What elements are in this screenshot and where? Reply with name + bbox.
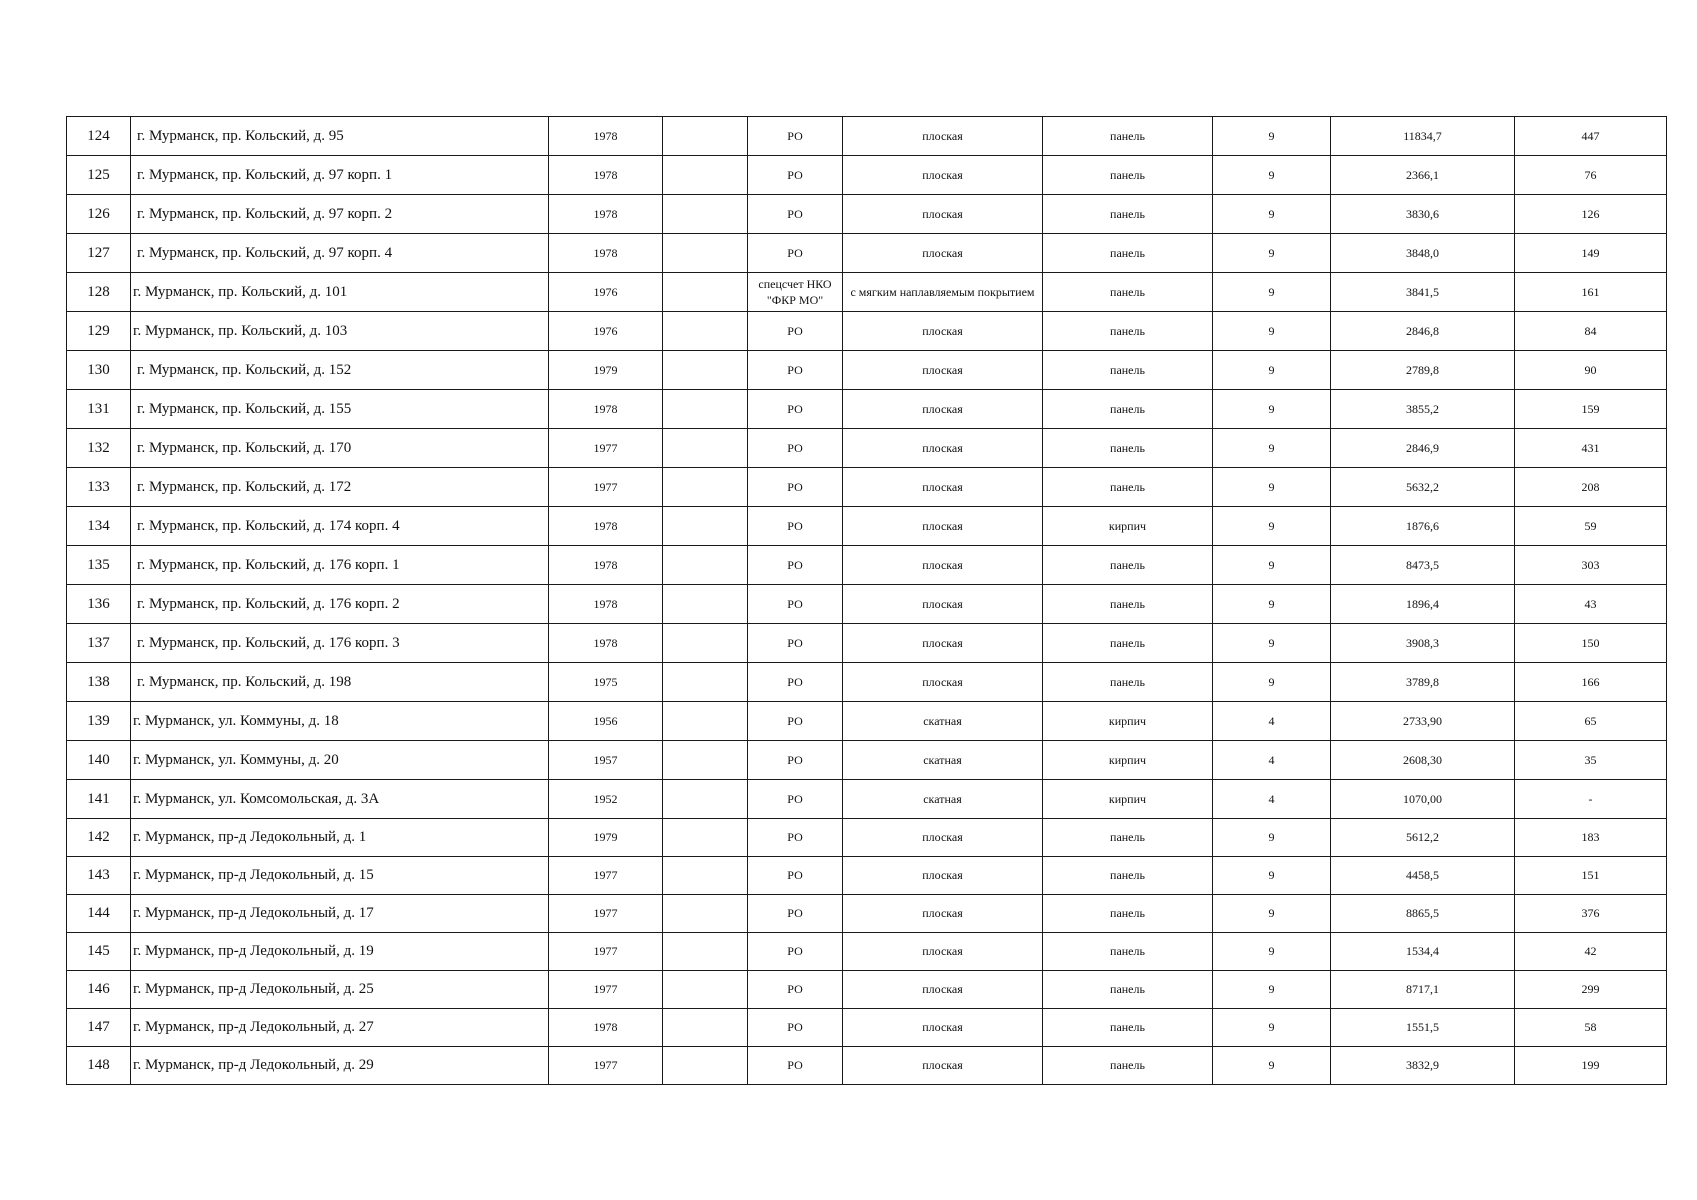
fund-method-cell: РО: [748, 780, 843, 819]
roof-type-cell: плоская: [843, 156, 1043, 195]
roof-type-cell: скатная: [843, 780, 1043, 819]
floors-cell: 9: [1213, 819, 1331, 857]
table-row: [67, 857, 1667, 895]
address-cell: г. Мурманск, пр. Кольский, д. 174 корп. 4: [131, 507, 549, 546]
row-number-cell: 124: [67, 117, 131, 156]
year-cell: 1978: [549, 156, 663, 195]
roof-type-cell: плоская: [843, 971, 1043, 1009]
residents-cell: 126: [1515, 195, 1667, 234]
housing-table-container: [66, 116, 1666, 1085]
table-row: [67, 234, 1667, 273]
empty-cell: [663, 429, 748, 468]
roof-type-cell: плоская: [843, 429, 1043, 468]
area-cell: 2366,1: [1331, 156, 1515, 195]
roof-type-cell: плоская: [843, 468, 1043, 507]
fund-method-cell: РО: [748, 585, 843, 624]
row-number-cell: 135: [67, 546, 131, 585]
year-cell: 1976: [549, 273, 663, 312]
roof-type-cell: с мягким наплавляемым покрытием: [843, 273, 1043, 312]
residents-cell: 149: [1515, 234, 1667, 273]
floors-cell: 9: [1213, 390, 1331, 429]
row-number-cell: 147: [67, 1009, 131, 1047]
area-cell: 5612,2: [1331, 819, 1515, 857]
roof-type-cell: плоская: [843, 895, 1043, 933]
fund-method-cell: РО: [748, 156, 843, 195]
address-cell: г. Мурманск, пр. Кольский, д. 176 корп. 1: [131, 546, 549, 585]
fund-method-cell: РО: [748, 312, 843, 351]
fund-method-cell: РО: [748, 819, 843, 857]
row-number-cell: 145: [67, 933, 131, 971]
area-cell: 2846,8: [1331, 312, 1515, 351]
fund-method-cell: РО: [748, 468, 843, 507]
table-row: [67, 585, 1667, 624]
row-number-cell: 132: [67, 429, 131, 468]
table-row: [67, 390, 1667, 429]
wall-material-cell: панель: [1043, 156, 1213, 195]
row-number-cell: 131: [67, 390, 131, 429]
roof-type-cell: плоская: [843, 1047, 1043, 1085]
year-cell: 1978: [549, 507, 663, 546]
floors-cell: 9: [1213, 585, 1331, 624]
table-row: [67, 702, 1667, 741]
fund-method-cell: РО: [748, 624, 843, 663]
wall-material-cell: панель: [1043, 663, 1213, 702]
address-cell: г. Мурманск, пр-д Ледокольный, д. 27: [131, 1009, 549, 1047]
wall-material-cell: кирпич: [1043, 507, 1213, 546]
table-row: [67, 741, 1667, 780]
area-cell: 1896,4: [1331, 585, 1515, 624]
residents-cell: 84: [1515, 312, 1667, 351]
empty-cell: [663, 702, 748, 741]
floors-cell: 4: [1213, 741, 1331, 780]
table-row: [67, 933, 1667, 971]
address-cell: г. Мурманск, пр. Кольский, д. 172: [131, 468, 549, 507]
empty-cell: [663, 507, 748, 546]
row-number-cell: 126: [67, 195, 131, 234]
floors-cell: 4: [1213, 702, 1331, 741]
roof-type-cell: плоская: [843, 351, 1043, 390]
row-number-cell: 129: [67, 312, 131, 351]
row-number-cell: 133: [67, 468, 131, 507]
empty-cell: [663, 741, 748, 780]
year-cell: 1978: [549, 546, 663, 585]
floors-cell: 9: [1213, 468, 1331, 507]
address-cell: г. Мурманск, пр-д Ледокольный, д. 15: [131, 857, 549, 895]
area-cell: 8473,5: [1331, 546, 1515, 585]
address-cell: г. Мурманск, пр. Кольский, д. 95: [131, 117, 549, 156]
row-number-cell: 140: [67, 741, 131, 780]
residents-cell: 183: [1515, 819, 1667, 857]
wall-material-cell: кирпич: [1043, 780, 1213, 819]
wall-material-cell: панель: [1043, 390, 1213, 429]
wall-material-cell: панель: [1043, 895, 1213, 933]
row-number-cell: 130: [67, 351, 131, 390]
floors-cell: 9: [1213, 156, 1331, 195]
empty-cell: [663, 390, 748, 429]
year-cell: 1978: [549, 624, 663, 663]
row-number-cell: 139: [67, 702, 131, 741]
row-number-cell: 136: [67, 585, 131, 624]
fund-method-cell: РО: [748, 507, 843, 546]
wall-material-cell: панель: [1043, 546, 1213, 585]
wall-material-cell: панель: [1043, 585, 1213, 624]
empty-cell: [663, 895, 748, 933]
fund-method-cell: РО: [748, 429, 843, 468]
floors-cell: 4: [1213, 780, 1331, 819]
area-cell: 3848,0: [1331, 234, 1515, 273]
year-cell: 1976: [549, 312, 663, 351]
residents-cell: 59: [1515, 507, 1667, 546]
area-cell: 2608,30: [1331, 741, 1515, 780]
address-cell: г. Мурманск, пр. Кольский, д. 103: [131, 312, 549, 351]
empty-cell: [663, 546, 748, 585]
year-cell: 1952: [549, 780, 663, 819]
area-cell: 11834,7: [1331, 117, 1515, 156]
area-cell: 1534,4: [1331, 933, 1515, 971]
wall-material-cell: панель: [1043, 819, 1213, 857]
table-row: [67, 819, 1667, 857]
fund-method-cell: РО: [748, 971, 843, 1009]
fund-method-cell: РО: [748, 857, 843, 895]
table-row: [67, 468, 1667, 507]
area-cell: 3832,9: [1331, 1047, 1515, 1085]
empty-cell: [663, 1009, 748, 1047]
residents-cell: 43: [1515, 585, 1667, 624]
roof-type-cell: плоская: [843, 1009, 1043, 1047]
area-cell: 2733,90: [1331, 702, 1515, 741]
fund-method-cell: РО: [748, 1047, 843, 1085]
row-number-cell: 127: [67, 234, 131, 273]
floors-cell: 9: [1213, 312, 1331, 351]
area-cell: 5632,2: [1331, 468, 1515, 507]
residents-cell: 42: [1515, 933, 1667, 971]
year-cell: 1978: [549, 1009, 663, 1047]
housing-table: [66, 116, 1667, 1085]
year-cell: 1977: [549, 971, 663, 1009]
fund-method-cell: РО: [748, 663, 843, 702]
address-cell: г. Мурманск, пр. Кольский, д. 152: [131, 351, 549, 390]
empty-cell: [663, 819, 748, 857]
wall-material-cell: панель: [1043, 933, 1213, 971]
address-cell: г. Мурманск, пр. Кольский, д. 101: [131, 273, 549, 312]
roof-type-cell: плоская: [843, 585, 1043, 624]
empty-cell: [663, 117, 748, 156]
empty-cell: [663, 195, 748, 234]
fund-method-cell: РО: [748, 390, 843, 429]
floors-cell: 9: [1213, 663, 1331, 702]
year-cell: 1978: [549, 390, 663, 429]
area-cell: 1876,6: [1331, 507, 1515, 546]
residents-cell: 90: [1515, 351, 1667, 390]
fund-method-cell: РО: [748, 702, 843, 741]
address-cell: г. Мурманск, ул. Комсомольская, д. 3А: [131, 780, 549, 819]
roof-type-cell: скатная: [843, 741, 1043, 780]
empty-cell: [663, 663, 748, 702]
row-number-cell: 146: [67, 971, 131, 1009]
residents-cell: 208: [1515, 468, 1667, 507]
year-cell: 1977: [549, 857, 663, 895]
fund-method-cell: РО: [748, 195, 843, 234]
residents-cell: 150: [1515, 624, 1667, 663]
address-cell: г. Мурманск, пр. Кольский, д. 155: [131, 390, 549, 429]
year-cell: 1978: [549, 195, 663, 234]
area-cell: 3789,8: [1331, 663, 1515, 702]
wall-material-cell: панель: [1043, 117, 1213, 156]
year-cell: 1977: [549, 468, 663, 507]
empty-cell: [663, 857, 748, 895]
table-row: [67, 429, 1667, 468]
area-cell: 3841,5: [1331, 273, 1515, 312]
floors-cell: 9: [1213, 195, 1331, 234]
row-number-cell: 128: [67, 273, 131, 312]
residents-cell: 76: [1515, 156, 1667, 195]
roof-type-cell: плоская: [843, 312, 1043, 351]
residents-cell: -: [1515, 780, 1667, 819]
empty-cell: [663, 780, 748, 819]
empty-cell: [663, 273, 748, 312]
roof-type-cell: плоская: [843, 195, 1043, 234]
address-cell: г. Мурманск, пр-д Ледокольный, д. 25: [131, 971, 549, 1009]
empty-cell: [663, 468, 748, 507]
address-cell: г. Мурманск, ул. Коммуны, д. 20: [131, 741, 549, 780]
year-cell: 1975: [549, 663, 663, 702]
roof-type-cell: плоская: [843, 234, 1043, 273]
address-cell: г. Мурманск, пр-д Ледокольный, д. 1: [131, 819, 549, 857]
floors-cell: 9: [1213, 895, 1331, 933]
wall-material-cell: панель: [1043, 234, 1213, 273]
table-row: [67, 156, 1667, 195]
roof-type-cell: плоская: [843, 933, 1043, 971]
residents-cell: 151: [1515, 857, 1667, 895]
area-cell: 3908,3: [1331, 624, 1515, 663]
year-cell: 1977: [549, 429, 663, 468]
table-row: [67, 663, 1667, 702]
residents-cell: 161: [1515, 273, 1667, 312]
table-row: [67, 507, 1667, 546]
table-row: [67, 273, 1667, 312]
address-cell: г. Мурманск, ул. Коммуны, д. 18: [131, 702, 549, 741]
area-cell: 1551,5: [1331, 1009, 1515, 1047]
floors-cell: 9: [1213, 971, 1331, 1009]
fund-method-cell: РО: [748, 1009, 843, 1047]
fund-method-cell: РО: [748, 741, 843, 780]
year-cell: 1978: [549, 234, 663, 273]
area-cell: 8865,5: [1331, 895, 1515, 933]
area-cell: 1070,00: [1331, 780, 1515, 819]
empty-cell: [663, 585, 748, 624]
area-cell: 2789,8: [1331, 351, 1515, 390]
wall-material-cell: панель: [1043, 971, 1213, 1009]
area-cell: 8717,1: [1331, 971, 1515, 1009]
wall-material-cell: панель: [1043, 273, 1213, 312]
floors-cell: 9: [1213, 624, 1331, 663]
year-cell: 1979: [549, 351, 663, 390]
table-row: [67, 546, 1667, 585]
area-cell: 4458,5: [1331, 857, 1515, 895]
area-cell: 2846,9: [1331, 429, 1515, 468]
wall-material-cell: панель: [1043, 312, 1213, 351]
table-row: [67, 624, 1667, 663]
roof-type-cell: скатная: [843, 702, 1043, 741]
wall-material-cell: панель: [1043, 195, 1213, 234]
fund-method-cell: РО: [748, 234, 843, 273]
residents-cell: 35: [1515, 741, 1667, 780]
wall-material-cell: панель: [1043, 429, 1213, 468]
residents-cell: 65: [1515, 702, 1667, 741]
roof-type-cell: плоская: [843, 507, 1043, 546]
row-number-cell: 138: [67, 663, 131, 702]
table-row: [67, 1047, 1667, 1085]
roof-type-cell: плоская: [843, 117, 1043, 156]
empty-cell: [663, 351, 748, 390]
floors-cell: 9: [1213, 273, 1331, 312]
wall-material-cell: кирпич: [1043, 741, 1213, 780]
row-number-cell: 141: [67, 780, 131, 819]
fund-method-cell: РО: [748, 546, 843, 585]
residents-cell: 447: [1515, 117, 1667, 156]
empty-cell: [663, 971, 748, 1009]
wall-material-cell: панель: [1043, 1009, 1213, 1047]
table-row: [67, 971, 1667, 1009]
year-cell: 1977: [549, 895, 663, 933]
fund-method-cell: РО: [748, 895, 843, 933]
year-cell: 1956: [549, 702, 663, 741]
row-number-cell: 148: [67, 1047, 131, 1085]
residents-cell: 299: [1515, 971, 1667, 1009]
empty-cell: [663, 312, 748, 351]
residents-cell: 58: [1515, 1009, 1667, 1047]
empty-cell: [663, 933, 748, 971]
address-cell: г. Мурманск, пр. Кольский, д. 176 корп. 2: [131, 585, 549, 624]
wall-material-cell: панель: [1043, 624, 1213, 663]
table-row: [67, 195, 1667, 234]
table-row: [67, 351, 1667, 390]
wall-material-cell: панель: [1043, 857, 1213, 895]
roof-type-cell: плоская: [843, 857, 1043, 895]
roof-type-cell: плоская: [843, 546, 1043, 585]
year-cell: 1977: [549, 933, 663, 971]
row-number-cell: 144: [67, 895, 131, 933]
fund-method-cell: РО: [748, 933, 843, 971]
area-cell: 3830,6: [1331, 195, 1515, 234]
floors-cell: 9: [1213, 933, 1331, 971]
address-cell: г. Мурманск, пр. Кольский, д. 170: [131, 429, 549, 468]
row-number-cell: 143: [67, 857, 131, 895]
fund-method-cell: РО: [748, 351, 843, 390]
table-body: [67, 117, 1667, 1085]
floors-cell: 9: [1213, 117, 1331, 156]
address-cell: г. Мурманск, пр-д Ледокольный, д. 29: [131, 1047, 549, 1085]
empty-cell: [663, 624, 748, 663]
floors-cell: 9: [1213, 1047, 1331, 1085]
address-cell: г. Мурманск, пр-д Ледокольный, д. 17: [131, 895, 549, 933]
table-row: [67, 780, 1667, 819]
roof-type-cell: плоская: [843, 819, 1043, 857]
address-cell: г. Мурманск, пр. Кольский, д. 97 корп. 1: [131, 156, 549, 195]
table-row: [67, 117, 1667, 156]
address-cell: г. Мурманск, пр. Кольский, д. 176 корп. 3: [131, 624, 549, 663]
wall-material-cell: панель: [1043, 1047, 1213, 1085]
row-number-cell: 142: [67, 819, 131, 857]
floors-cell: 9: [1213, 1009, 1331, 1047]
address-cell: г. Мурманск, пр. Кольский, д. 97 корп. 4: [131, 234, 549, 273]
year-cell: 1979: [549, 819, 663, 857]
wall-material-cell: кирпич: [1043, 702, 1213, 741]
residents-cell: 431: [1515, 429, 1667, 468]
empty-cell: [663, 234, 748, 273]
year-cell: 1978: [549, 117, 663, 156]
table-row: [67, 895, 1667, 933]
residents-cell: 376: [1515, 895, 1667, 933]
roof-type-cell: плоская: [843, 663, 1043, 702]
floors-cell: 9: [1213, 857, 1331, 895]
wall-material-cell: панель: [1043, 351, 1213, 390]
empty-cell: [663, 156, 748, 195]
address-cell: г. Мурманск, пр-д Ледокольный, д. 19: [131, 933, 549, 971]
floors-cell: 9: [1213, 234, 1331, 273]
roof-type-cell: плоская: [843, 390, 1043, 429]
floors-cell: 9: [1213, 507, 1331, 546]
floors-cell: 9: [1213, 351, 1331, 390]
floors-cell: 9: [1213, 429, 1331, 468]
residents-cell: 199: [1515, 1047, 1667, 1085]
roof-type-cell: плоская: [843, 624, 1043, 663]
area-cell: 3855,2: [1331, 390, 1515, 429]
year-cell: 1977: [549, 1047, 663, 1085]
residents-cell: 166: [1515, 663, 1667, 702]
floors-cell: 9: [1213, 546, 1331, 585]
address-cell: г. Мурманск, пр. Кольский, д. 97 корп. 2: [131, 195, 549, 234]
table-row: [67, 312, 1667, 351]
row-number-cell: 134: [67, 507, 131, 546]
table-row: [67, 1009, 1667, 1047]
empty-cell: [663, 1047, 748, 1085]
wall-material-cell: панель: [1043, 468, 1213, 507]
year-cell: 1957: [549, 741, 663, 780]
residents-cell: 303: [1515, 546, 1667, 585]
row-number-cell: 125: [67, 156, 131, 195]
year-cell: 1978: [549, 585, 663, 624]
fund-method-cell: спецсчет НКО "ФКР МО": [748, 273, 843, 312]
fund-method-cell: РО: [748, 117, 843, 156]
row-number-cell: 137: [67, 624, 131, 663]
address-cell: г. Мурманск, пр. Кольский, д. 198: [131, 663, 549, 702]
residents-cell: 159: [1515, 390, 1667, 429]
